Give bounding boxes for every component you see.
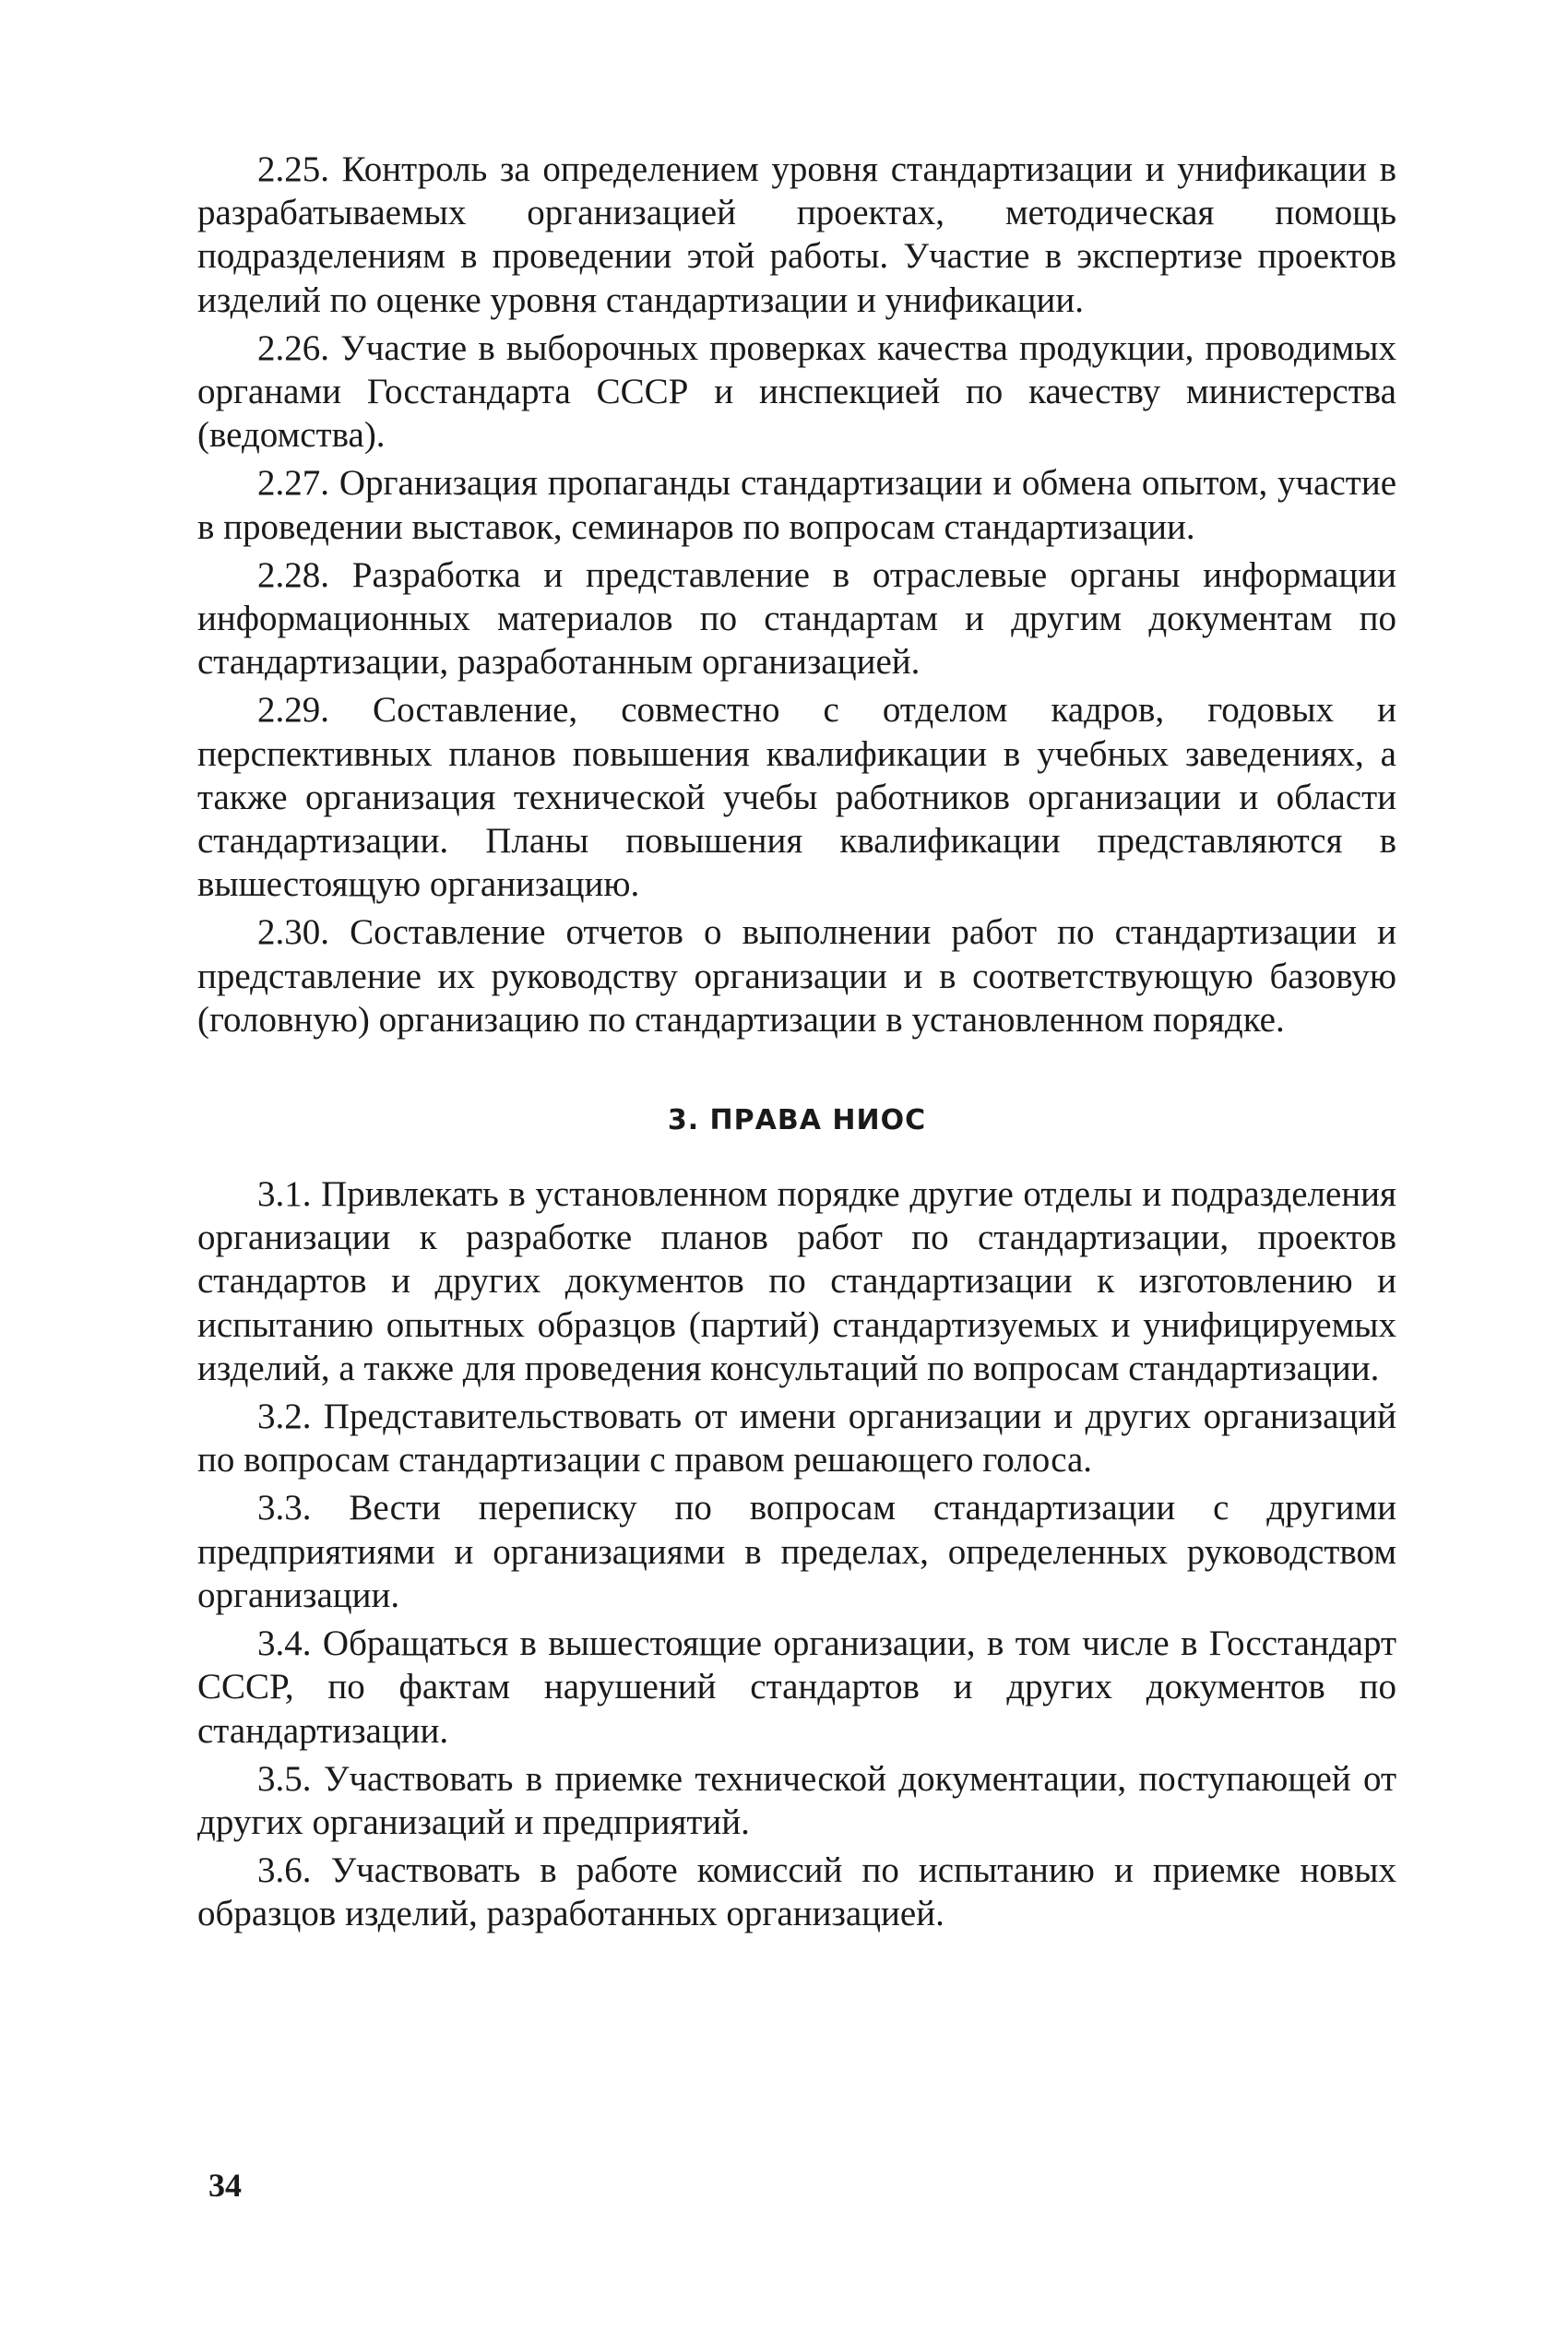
paragraph-3-2: 3.2. Представительствовать от имени организации и других организаций по вопросам стандартизации с правом решающего голоса. [197,1397,1396,1481]
paragraph-2-27: 2.27. Организация пропаганды стандартизации и обмена опытом, участие в проведении выставок, семинаров по вопросам стандартизации. [197,463,1396,547]
paragraph-2-30: 2.30. Составление отчетов о выполнении работ по стандартизации и представление их руководству организации и в соответствующую базовую (головную) организацию по стандартизации в установленном порядке. [197,912,1396,1040]
paragraph-2-29: 2.29. Составление, совместно с отделом кадров, годовых и перспективных планов повышения квалификации в учебных заведениях, а также организация технической учебы работников организации и области стандартизации. Планы повышения квалификации представляются в вышестоящую организацию. [197,690,1396,905]
paragraph-3-4: 3.4. Обращаться в вышестоящие организации, в том числе в Госстандарт СССР, по фактам нарушений стандартов и других документов по стандартизации. [197,1623,1396,1751]
page-number: 34 [208,2167,242,2204]
paragraph-2-25: 2.25. Контроль за определением уровня стандартизации и унификации в разрабатываемых организацией проектах, методическая помощь подразделениям в проведении этой работы. Участие в экспертизе проектов изделий по оценке уровня стандартизации и унификации. [197,149,1396,320]
paragraph-3-5: 3.5. Участвовать в приемке технической документации, поступающей от других организаций и предприятий. [197,1758,1396,1842]
paragraph-3-1: 3.1. Привлекать в установленном порядке другие отделы и подразделения организации к разработке планов работ по стандартизации, проектов стандартов и других документов по стандартизации к изготовлению и испытанию опытных образцов (партий) стандартизуемых и унифицируемых изделий, а также для проведения консультаций по вопросам стандартизации. [197,1174,1396,1388]
section-heading: 3. ПРАВА НИОС [667,1104,927,1137]
page-body [197,148,1396,1941]
paragraph-3-6: 3.6. Участвовать в работе комиссий по испытанию и приемке новых образцов изделий, разработанных организацией. [197,1850,1396,1934]
paragraph-3-3: 3.3. Вести переписку по вопросам стандартизации с другими предприятиями и организациями в пределах, определенных руководством организации. [197,1488,1396,1615]
paragraph-2-26: 2.26. Участие в выборочных проверках качества продукции, проводимых органами Госстандарта СССР и инспекцией по качеству министерства (ведомства). [197,327,1396,456]
paragraph-2-28: 2.28. Разработка и представление в отраслевые органы информации информационных материалов по стандартам и другим документам по стандартизации, разработанным организацией. [197,554,1396,683]
